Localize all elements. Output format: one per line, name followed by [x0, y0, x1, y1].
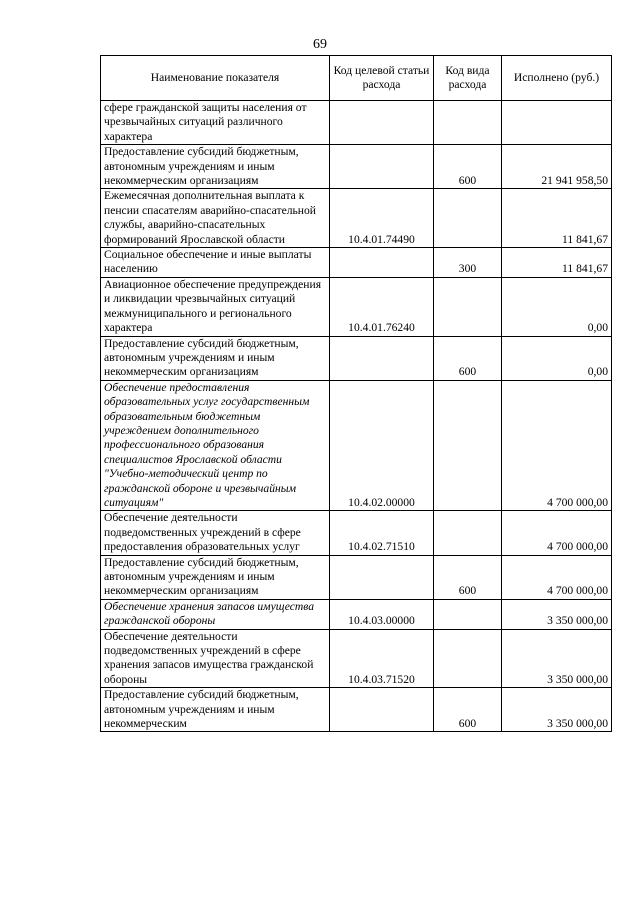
table-row — [101, 688, 612, 732]
kind-code-cell: 600 — [434, 336, 502, 380]
table-row — [101, 511, 612, 555]
executed-amount-cell — [502, 101, 612, 145]
table-row — [101, 599, 612, 629]
kind-code-cell: 600 — [434, 145, 502, 189]
target-code-cell — [330, 101, 434, 145]
budget-execution-table — [100, 55, 612, 732]
executed-amount-cell: 4 700 000,00 — [502, 511, 612, 555]
page-number: 69 — [313, 37, 327, 52]
indicator-name-cell: Предоставление субсидий бюджетным, автономным учреждениям и иным некоммерческим организациям — [101, 145, 330, 189]
indicator-name-cell: Обеспечение хранения запасов имущества гражданской обороны — [101, 599, 330, 629]
executed-amount-cell: 3 350 000,00 — [502, 629, 612, 688]
indicator-name-cell: Авиационное обеспечение предупреждения и ликвидации чрезвычайных ситуаций межмуниципального и регионального характера — [101, 277, 330, 336]
header-executed: Исполнено (руб.) — [502, 56, 612, 101]
kind-code-cell — [434, 101, 502, 145]
executed-amount-cell: 4 700 000,00 — [502, 555, 612, 599]
executed-amount-cell: 3 350 000,00 — [502, 599, 612, 629]
target-code-cell — [330, 248, 434, 278]
executed-amount-cell: 0,00 — [502, 336, 612, 380]
table-row — [101, 380, 612, 511]
target-code-cell — [330, 555, 434, 599]
table-row — [101, 629, 612, 688]
kind-code-cell — [434, 277, 502, 336]
header-target-code: Код целевой статьи расхода — [330, 56, 434, 101]
kind-code-cell: 600 — [434, 555, 502, 599]
kind-code-cell — [434, 189, 502, 248]
header-indicator-name: Наименование показателя — [101, 56, 330, 101]
header-kind-code: Код вида расхода — [434, 56, 502, 101]
target-code-cell: 10.4.03.71520 — [330, 629, 434, 688]
indicator-name-cell: Социальное обеспечение и иные выплаты населению — [101, 248, 330, 278]
target-code-cell: 10.4.02.00000 — [330, 380, 434, 511]
kind-code-cell — [434, 629, 502, 688]
executed-amount-cell: 11 841,67 — [502, 189, 612, 248]
kind-code-cell: 600 — [434, 688, 502, 732]
indicator-name-cell: Предоставление субсидий бюджетным, автономным учреждениям и иным некоммерческим организациям — [101, 336, 330, 380]
executed-amount-cell: 4 700 000,00 — [502, 380, 612, 511]
table-row — [101, 101, 612, 145]
kind-code-cell — [434, 599, 502, 629]
executed-amount-cell: 11 841,67 — [502, 248, 612, 278]
kind-code-cell — [434, 380, 502, 511]
table-row — [101, 277, 612, 336]
kind-code-cell: 300 — [434, 248, 502, 278]
target-code-cell — [330, 145, 434, 189]
kind-code-cell — [434, 511, 502, 555]
indicator-name-cell: Обеспечение предоставления образовательных услуг государственным образовательным бюджетным учреждением дополнительного профессионального образования специалистов Ярославской области "Учебно-методический центр по гражданской обороне и чрезвычайным ситуациям" — [101, 380, 330, 511]
indicator-name-cell: Предоставление субсидий бюджетным, автономным учреждениям и иным некоммерческим организациям — [101, 555, 330, 599]
table-header-row — [101, 56, 612, 101]
table-row — [101, 189, 612, 248]
table-row — [101, 336, 612, 380]
indicator-name-cell: Ежемесячная дополнительная выплата к пенсии спасателям аварийно-спасательной службы, аварийно-спасательных формирований Ярославской области — [101, 189, 330, 248]
target-code-cell: 10.4.02.71510 — [330, 511, 434, 555]
indicator-name-cell: Обеспечение деятельности подведомственных учреждений в сфере хранения запасов имущества гражданской обороны — [101, 629, 330, 688]
target-code-cell: 10.4.03.00000 — [330, 599, 434, 629]
table-row — [101, 555, 612, 599]
indicator-name-cell: Предоставление субсидий бюджетным, автономным учреждениям и иным некоммерческим — [101, 688, 330, 732]
table-body — [101, 101, 612, 732]
indicator-name-cell: Обеспечение деятельности подведомственных учреждений в сфере предоставления образовательных услуг — [101, 511, 330, 555]
table-row — [101, 145, 612, 189]
indicator-name-cell: сфере гражданской защиты населения от чрезвычайных ситуаций различного характера — [101, 101, 330, 145]
executed-amount-cell: 21 941 958,50 — [502, 145, 612, 189]
target-code-cell: 10.4.01.74490 — [330, 189, 434, 248]
executed-amount-cell: 3 350 000,00 — [502, 688, 612, 732]
target-code-cell — [330, 336, 434, 380]
table-row — [101, 248, 612, 278]
target-code-cell — [330, 688, 434, 732]
executed-amount-cell: 0,00 — [502, 277, 612, 336]
target-code-cell: 10.4.01.76240 — [330, 277, 434, 336]
